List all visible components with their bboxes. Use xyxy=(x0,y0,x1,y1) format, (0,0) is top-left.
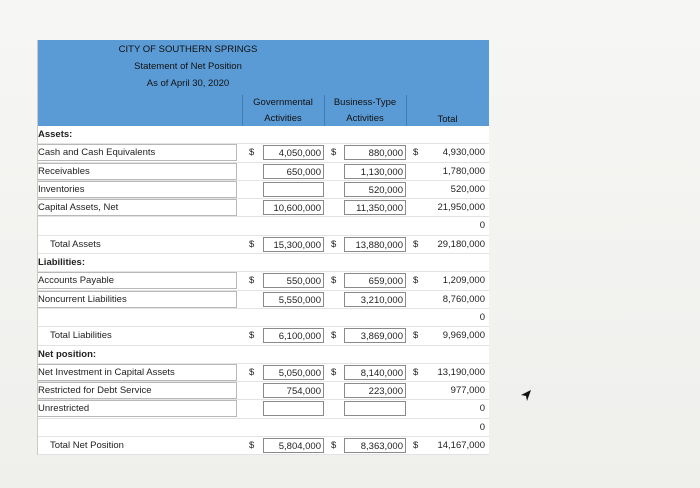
currency-symbol: $ xyxy=(413,366,419,378)
business-cell[interactable]: 13,880,000 xyxy=(344,237,406,252)
governmental-cell xyxy=(263,420,324,435)
business-cell xyxy=(344,310,406,325)
table-header xyxy=(38,40,489,126)
header-divider xyxy=(324,95,325,126)
total-cell: 0 xyxy=(479,220,485,232)
table-row xyxy=(38,254,489,272)
table-body xyxy=(38,126,489,455)
table-row xyxy=(38,346,489,364)
business-cell[interactable]: 1,130,000 xyxy=(344,164,406,179)
row-label: Assets: xyxy=(38,129,73,140)
row-label: Cash and Cash Equivalents xyxy=(38,144,237,161)
currency-symbol: $ xyxy=(249,440,255,452)
table-row xyxy=(38,236,489,254)
column-header-business-line2: Activities xyxy=(346,113,384,124)
business-cell xyxy=(344,218,406,233)
business-cell xyxy=(344,420,406,435)
header-divider xyxy=(406,95,407,126)
table-row xyxy=(38,144,489,162)
total-cell: 520,000 xyxy=(450,183,485,195)
table-row xyxy=(38,382,489,400)
currency-symbol: $ xyxy=(331,366,337,378)
currency-symbol: $ xyxy=(413,147,419,159)
column-header-governmental xyxy=(242,95,324,127)
column-header-total: Total xyxy=(437,114,458,125)
business-cell[interactable] xyxy=(344,401,406,416)
currency-symbol: $ xyxy=(249,275,255,287)
statement-table xyxy=(37,40,489,455)
row-label: Unrestricted xyxy=(38,400,237,417)
column-header-business-line1: Business-Type xyxy=(333,97,397,108)
business-cell[interactable]: 880,000 xyxy=(344,145,406,160)
governmental-cell[interactable]: 5,550,000 xyxy=(263,292,324,307)
business-cell[interactable]: 8,363,000 xyxy=(344,438,406,453)
business-cell[interactable]: 11,350,000 xyxy=(344,200,406,215)
row-label: Net Investment in Capital Assets xyxy=(38,364,237,381)
column-header-governmental-line1: Governmental xyxy=(253,97,313,108)
total-cell: 977,000 xyxy=(450,385,485,397)
row-label: Inventories xyxy=(38,181,237,198)
business-cell[interactable]: 520,000 xyxy=(344,182,406,197)
currency-symbol: $ xyxy=(331,147,337,159)
table-row xyxy=(38,327,489,345)
business-cell[interactable]: 223,000 xyxy=(344,383,406,398)
business-cell[interactable]: 3,869,000 xyxy=(344,328,406,343)
row-label: Capital Assets, Net xyxy=(38,199,237,216)
governmental-cell[interactable] xyxy=(263,182,324,197)
governmental-cell[interactable]: 10,600,000 xyxy=(263,200,324,215)
table-row xyxy=(38,217,489,235)
table-row xyxy=(38,309,489,327)
governmental-cell[interactable]: 650,000 xyxy=(263,164,324,179)
header-divider xyxy=(242,95,243,126)
row-label: Restricted for Debt Service xyxy=(38,382,237,399)
row-label: Total Assets xyxy=(50,238,101,250)
currency-symbol: $ xyxy=(331,330,337,342)
row-label: Total Net Position xyxy=(50,440,124,452)
row-label: Net position: xyxy=(38,348,97,360)
row-label: Accounts Payable xyxy=(38,272,237,289)
governmental-cell[interactable]: 4,050,000 xyxy=(263,145,324,160)
business-cell[interactable]: 3,210,000 xyxy=(344,292,406,307)
table-row xyxy=(38,419,489,437)
column-header-business xyxy=(324,95,406,127)
currency-symbol: $ xyxy=(331,275,337,287)
currency-symbol: $ xyxy=(413,275,419,287)
governmental-cell[interactable] xyxy=(263,401,324,416)
currency-symbol: $ xyxy=(413,440,419,452)
total-cell: 0 xyxy=(479,421,485,433)
table-row xyxy=(38,199,489,217)
mouse-cursor-icon xyxy=(520,389,532,403)
currency-symbol: $ xyxy=(331,440,337,452)
currency-symbol: $ xyxy=(249,330,255,342)
governmental-cell xyxy=(263,218,324,233)
governmental-cell[interactable]: 15,300,000 xyxy=(263,237,324,252)
total-cell: 13,190,000 xyxy=(437,366,485,378)
table-row xyxy=(38,437,489,455)
column-header-governmental-line2: Activities xyxy=(264,113,302,124)
table-row xyxy=(38,126,489,144)
total-cell: 29,180,000 xyxy=(437,238,485,250)
total-cell: 0 xyxy=(479,403,485,415)
currency-symbol: $ xyxy=(249,366,255,378)
currency-symbol: $ xyxy=(413,238,419,250)
currency-symbol: $ xyxy=(413,330,419,342)
governmental-cell[interactable]: 6,100,000 xyxy=(263,328,324,343)
currency-symbol: $ xyxy=(331,238,337,250)
row-label: Liabilities: xyxy=(38,257,85,269)
row-label: Receivables xyxy=(38,163,237,180)
total-cell: 4,930,000 xyxy=(442,147,485,159)
table-row xyxy=(38,364,489,382)
total-cell: 14,167,000 xyxy=(437,440,485,452)
business-cell[interactable]: 8,140,000 xyxy=(344,365,406,380)
row-label: Total Liabilities xyxy=(50,330,112,342)
table-row xyxy=(38,272,489,290)
statement-date: As of April 30, 2020 xyxy=(146,78,230,89)
currency-symbol: $ xyxy=(249,238,255,250)
total-cell: 9,969,000 xyxy=(442,330,485,342)
statement-title: Statement of Net Position xyxy=(134,61,242,72)
total-cell: 8,760,000 xyxy=(442,293,485,305)
governmental-cell[interactable]: 5,804,000 xyxy=(263,438,324,453)
governmental-cell[interactable]: 550,000 xyxy=(263,273,324,288)
business-cell[interactable]: 659,000 xyxy=(344,273,406,288)
table-row xyxy=(38,291,489,309)
total-cell: 21,950,000 xyxy=(437,202,485,214)
row-label: Noncurrent Liabilities xyxy=(38,291,237,308)
governmental-cell xyxy=(263,310,324,325)
table-row xyxy=(38,400,489,418)
total-cell: 1,780,000 xyxy=(442,165,485,177)
table-row xyxy=(38,163,489,181)
currency-symbol: $ xyxy=(249,147,255,159)
entity-name: CITY OF SOUTHERN SPRINGS xyxy=(118,44,258,55)
governmental-cell[interactable]: 754,000 xyxy=(263,383,324,398)
governmental-cell[interactable]: 5,050,000 xyxy=(263,365,324,380)
table-row xyxy=(38,181,489,199)
total-cell: 0 xyxy=(479,311,485,323)
total-cell: 1,209,000 xyxy=(442,275,485,287)
